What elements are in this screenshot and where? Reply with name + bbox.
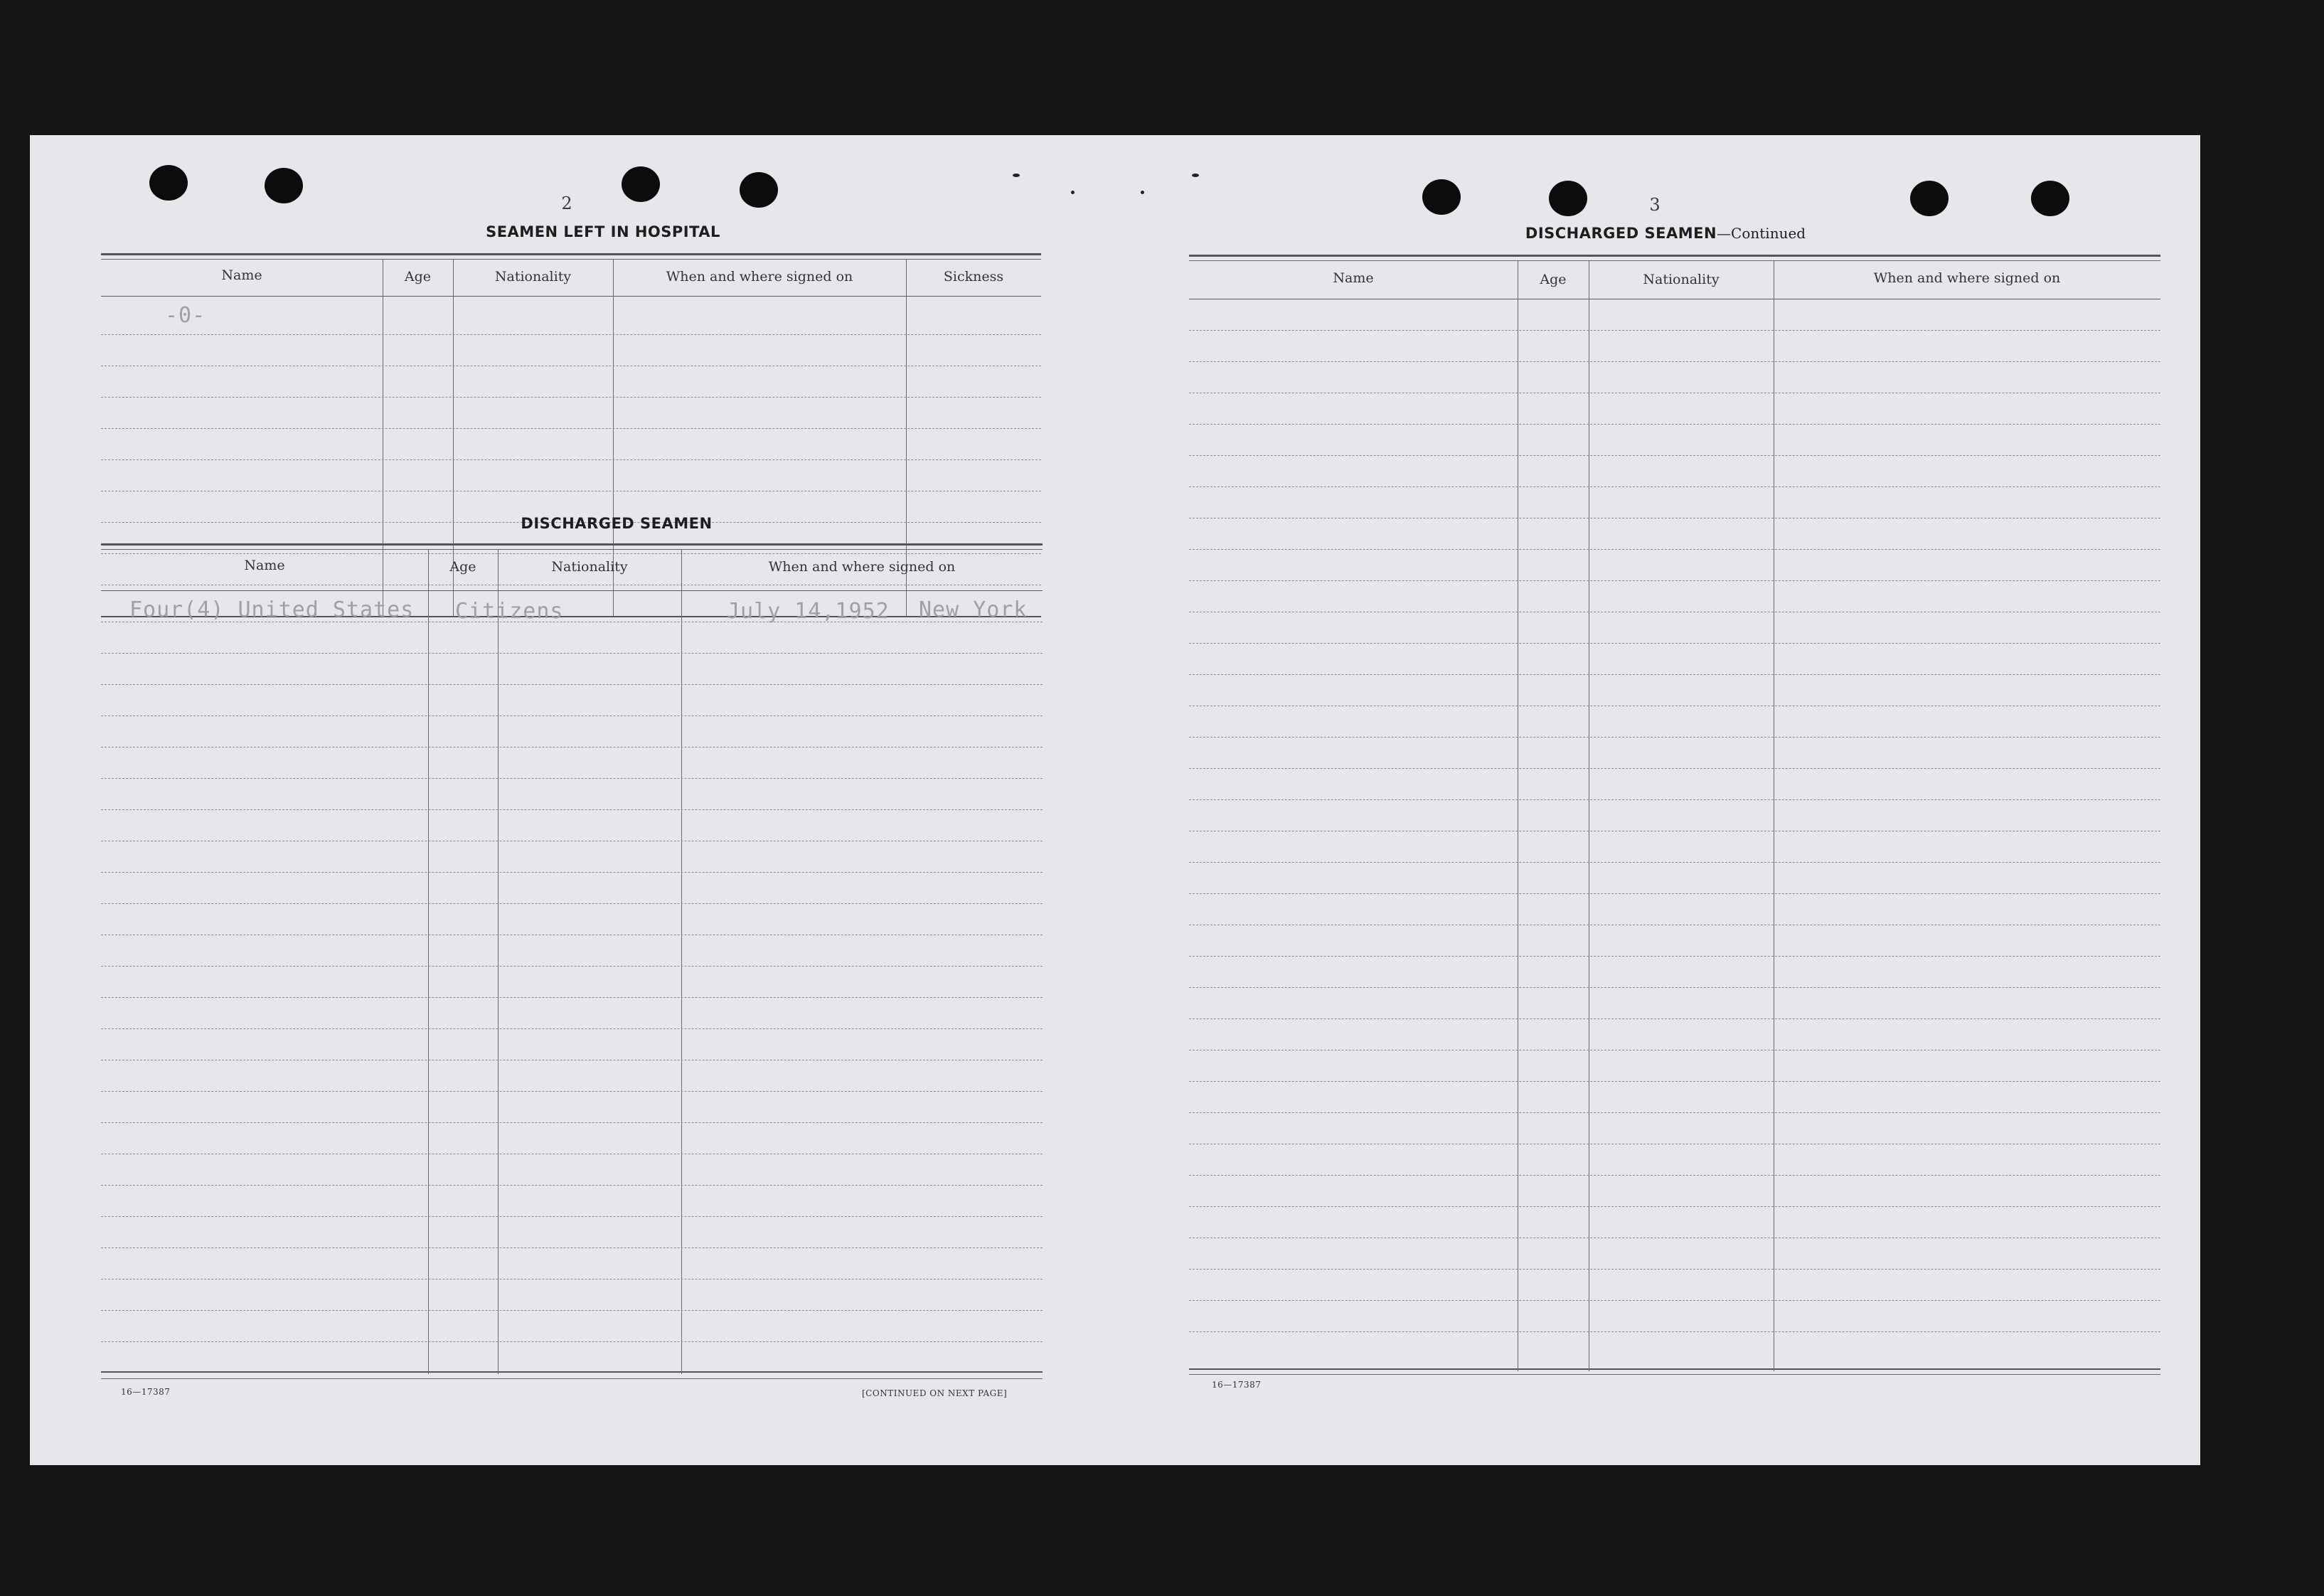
- hospital-col-name: Name: [221, 267, 262, 283]
- punch-hole: [2031, 181, 2069, 216]
- right-col-name: Name: [1333, 270, 1374, 286]
- hospital-col-signed-on: When and where signed on: [666, 269, 853, 284]
- right-title-suffix: —Continued: [1717, 225, 1806, 242]
- punch-hole: [149, 165, 188, 201]
- hospital-entry: -0-: [165, 303, 206, 328]
- page-number-left: 2: [561, 193, 572, 213]
- discharged-section-title: DISCHARGED SEAMEN: [521, 515, 713, 532]
- speck: [1071, 191, 1075, 194]
- form-number-left: 16—17387: [121, 1387, 171, 1397]
- discharged-col-signed-on: When and where signed on: [768, 559, 956, 575]
- document-sheet: [30, 135, 2200, 1465]
- discharged-entry-place: New York: [919, 597, 1028, 622]
- punch-hole: [1549, 181, 1587, 216]
- discharged-entry-nationality: Citizens: [455, 599, 564, 624]
- right-col-age: Age: [1540, 272, 1567, 287]
- right-title-main: DISCHARGED SEAMEN: [1525, 225, 1717, 242]
- punch-hole: [622, 166, 660, 202]
- discharged-col-name: Name: [244, 558, 285, 573]
- discharged-table-right: [1189, 255, 2160, 1380]
- discharged-entry-date: July 14,1952: [727, 599, 890, 624]
- discharged-table-left: [101, 543, 1043, 1383]
- punch-hole: [740, 172, 778, 208]
- discharged-col-nationality: Nationality: [551, 559, 628, 575]
- discharged-entry-name: Four(4) United States: [129, 597, 415, 622]
- right-col-signed-on: When and where signed on: [1873, 270, 2061, 286]
- speck: [1192, 174, 1199, 177]
- discharged-col-age: Age: [449, 559, 476, 575]
- punch-hole: [1422, 179, 1461, 215]
- hospital-col-age: Age: [404, 269, 432, 284]
- speck: [1141, 191, 1144, 194]
- punch-hole: [1910, 181, 1949, 216]
- right-col-nationality: Nationality: [1643, 272, 1720, 287]
- right-section-title: [1417, 225, 1914, 242]
- hospital-col-sickness: Sickness: [943, 269, 1004, 284]
- speck: [1013, 174, 1020, 177]
- page-number-right: 3: [1649, 195, 1661, 215]
- hospital-section-title: SEAMEN LEFT IN HOSPITAL: [486, 223, 720, 240]
- hospital-col-nationality: Nationality: [494, 269, 572, 284]
- punch-hole: [265, 168, 303, 203]
- form-number-right: 16—17387: [1212, 1380, 1262, 1390]
- continued-note: [CONTINUED ON NEXT PAGE]: [862, 1388, 1008, 1398]
